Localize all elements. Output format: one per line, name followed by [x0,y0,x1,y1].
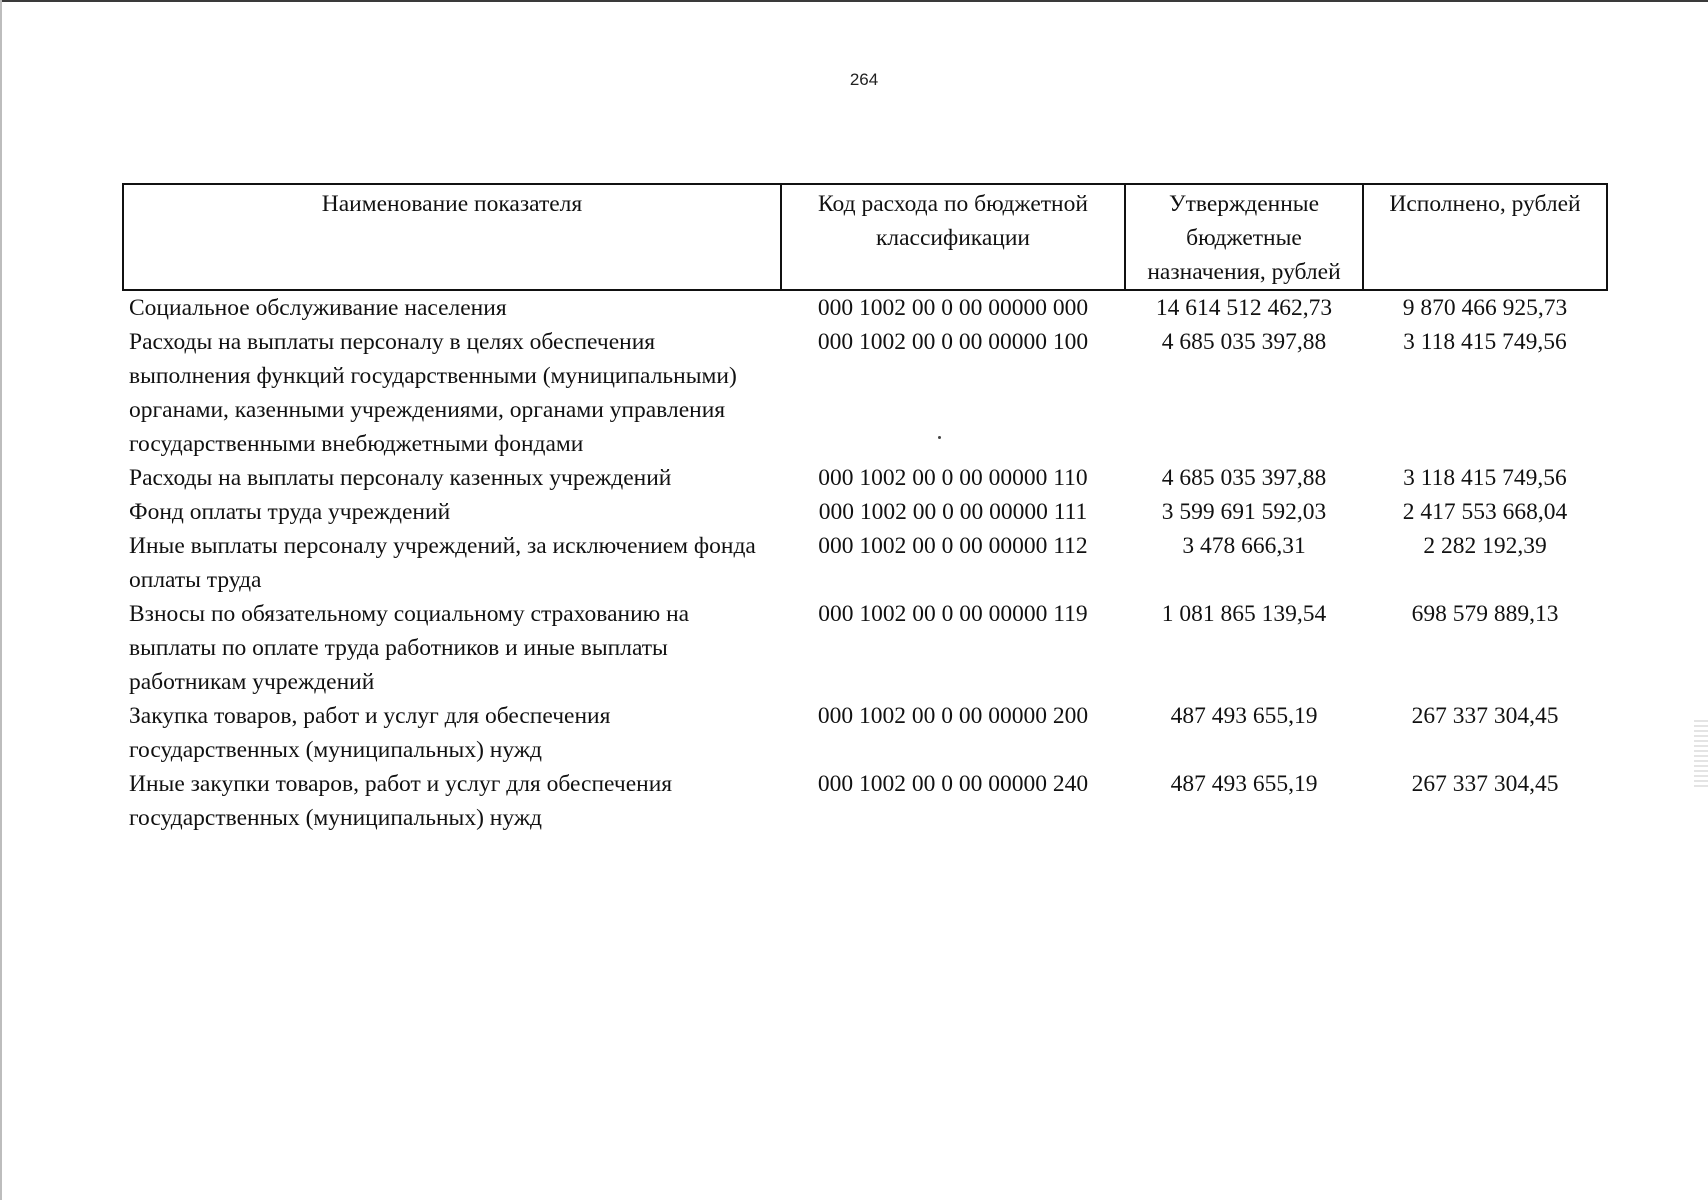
row-name: Иные выплаты персоналу учреждений, за исключением фонда оплаты труда [129,533,756,593]
header-code: Код расхода по бюджетной классификации [781,184,1125,290]
row-executed: 2 282 192,39 [1423,533,1547,559]
page-number: 264 [849,70,879,89]
table-row [123,699,1607,767]
scan-artifact [1694,720,1708,790]
header-approved: Утвержденные бюджетные назначения, рублей [1125,184,1363,290]
row-code: 000 1002 00 0 00 00000 111 [818,499,1088,525]
row-approved: 3 599 691 592,03 [1161,499,1327,525]
row-approved: 14 614 512 462,73 [1155,295,1333,321]
table-row [123,461,1607,495]
row-code: 000 1002 00 0 00 00000 119 [818,601,1088,627]
row-executed: 698 579 889,13 [1411,601,1559,627]
header-executed: Исполнено, рублей [1363,184,1607,290]
table-body [123,290,1607,835]
row-name: Иные закупки товаров, работ и услуг для обеспечения государственных (муниципальных) нужд [129,771,673,831]
budget-execution-table [122,183,1608,835]
table-row [123,529,1607,597]
table-row [123,767,1607,835]
row-code: 000 1002 00 0 00 00000 112 [818,533,1088,559]
row-executed: 9 870 466 925,73 [1402,295,1568,321]
table-header [123,184,1607,290]
row-approved: 4 685 035 397,88 [1161,329,1327,355]
row-code: 000 1002 00 0 00 00000 100 [817,329,1089,355]
row-approved: 487 493 655,19 [1170,703,1318,729]
table-row [123,290,1607,325]
row-name: Расходы на выплаты персоналу казенных учреждений [129,465,672,491]
row-approved: 487 493 655,19 [1170,771,1318,797]
scan-edge-top [0,0,1708,2]
row-name: Фонд оплаты труда учреждений [129,499,451,525]
row-executed: 267 337 304,45 [1411,703,1559,729]
row-code: 000 1002 00 0 00 00000 000 [817,295,1089,321]
row-name: Взносы по обязательному социальному страхованию на выплаты по оплате труда работников и иные выплаты работникам учреждений [129,601,690,695]
row-code: 000 1002 00 0 00 00000 200 [817,703,1089,729]
header-name: Наименование показателя [123,184,781,290]
row-approved: 3 478 666,31 [1182,533,1306,559]
row-name: Закупка товаров, работ и услуг для обеспечения государственных (муниципальных) нужд [129,703,611,763]
table-row [123,495,1607,529]
row-executed: 267 337 304,45 [1411,771,1559,797]
table-row [123,325,1607,461]
row-name: Расходы на выплаты персоналу в целях обеспечения выполнения функций государственными (муниципальными) органами, казенными учреждениями, органами управления государственными внебюджетными фондами [129,329,737,457]
row-executed: 2 417 553 668,04 [1402,499,1568,525]
table-row [123,597,1607,699]
row-executed: 3 118 415 749,56 [1403,329,1567,355]
row-name: Социальное обслуживание населения [129,295,507,321]
scan-speck [938,436,941,439]
scan-edge-left [0,0,2,1200]
row-executed: 3 118 415 749,56 [1403,465,1567,491]
row-approved: 1 081 865 139,54 [1161,601,1327,627]
header-row [123,184,1607,290]
row-code: 000 1002 00 0 00 00000 240 [817,771,1089,797]
row-code: 000 1002 00 0 00 00000 110 [818,465,1088,491]
row-approved: 4 685 035 397,88 [1161,465,1327,491]
